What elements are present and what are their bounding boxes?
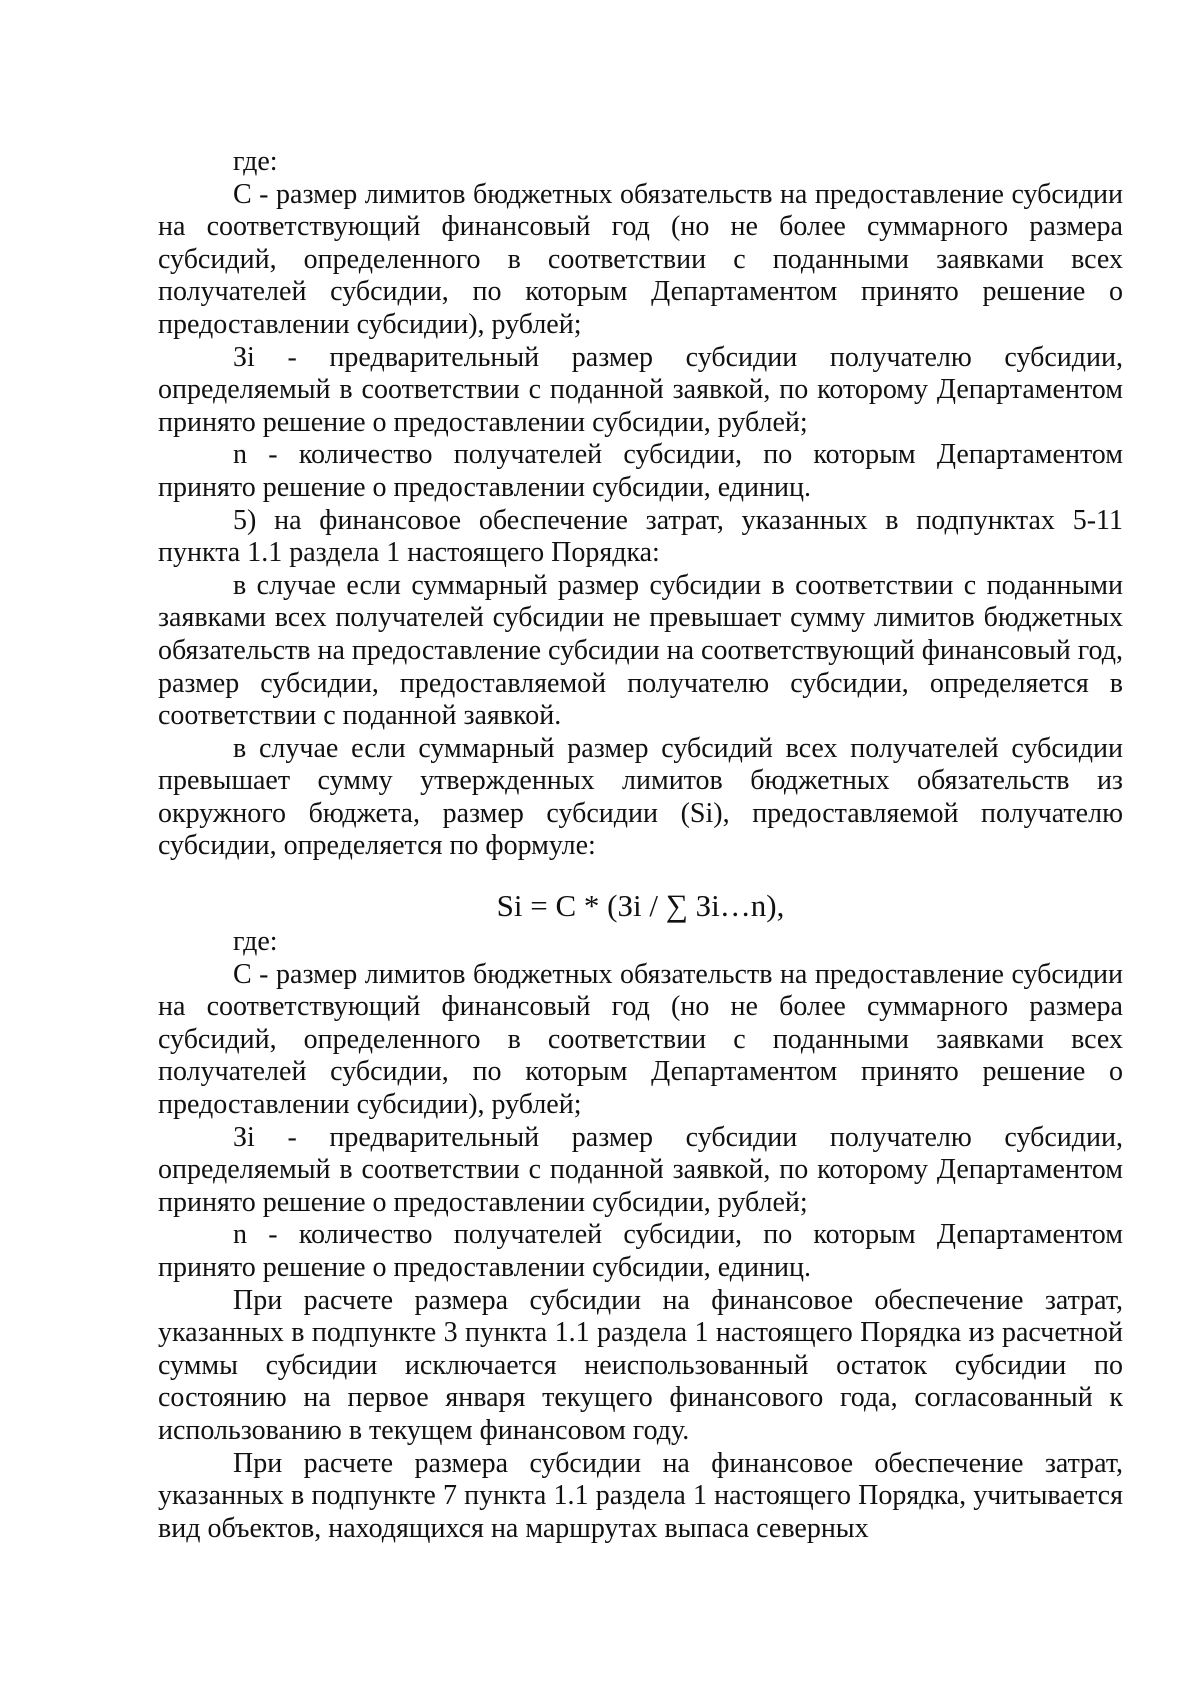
paragraph-where-2: где: bbox=[233, 926, 278, 958]
paragraph-where-1: где: bbox=[233, 146, 278, 177]
paragraph-calculation-item-3: При расчете размера субсидии на финансовое обеспечение затрат, указанных в подпункте 3 пункта 1.1 раздела 1 настоящего Порядка из расчетной суммы субсидии исключается неиспользованный остаток субсидии по состоянию на первое января текущего финансового года, согласованный к использованию в текущем финансовом году. bbox=[158, 1284, 1123, 1446]
paragraph-case-exceed: в случае если суммарный размер субсидий всех получателей субсидии превышает сумму утвержденных лимитов бюджетных обязательств из окружного бюджета, размер субсидии (Si), предоставляемой получателю субсидии, определяется по формуле: bbox=[158, 732, 1123, 862]
paragraph-definition-zi-1: Зi - предварительный размер субсидии получателю субсидии, определяемый в соответствии с поданной заявкой, по которому Департаментом принято решение о предоставлении субсидии, рублей; bbox=[158, 341, 1123, 438]
paragraph-definition-c-2: С - размер лимитов бюджетных обязательств на предоставление субсидии на соответствующий финансовый год (но не более суммарного размера субсидий, определенного в соответствии с поданными заявками всех получателей субсидии, по которым Департаментом принято решение о предоставлении субсидии), рублей; bbox=[158, 958, 1123, 1121]
paragraph-definition-c-1: С - размер лимитов бюджетных обязательств на предоставление субсидии на соответствующий финансовый год (но не более суммарного размера субсидий, определенного в соответствии с поданными заявками всех получателей субсидии, по которым Департаментом принято решение о предоставлении субсидии), рублей; bbox=[158, 178, 1123, 340]
paragraph-calculation-item-7: При расчете размера субсидии на финансовое обеспечение затрат, указанных в подпункте 7 пункта 1.1 раздела 1 настоящего Порядка, учитывается вид объектов, находящихся на маршрутах выпаса северных bbox=[158, 1447, 1123, 1544]
paragraph-case-not-exceed: в случае если суммарный размер субсидии в соответствии с поданными заявками всех получателей субсидии не превышает сумму лимитов бюджетных обязательств на предоставление субсидии на соответствующий финансовый год, размер субсидии, предоставляемой получателю субсидии, определяется в соответствии с поданной заявкой. bbox=[158, 569, 1123, 732]
paragraph-definition-zi-2: Зi - предварительный размер субсидии получателю субсидии, определяемый в соответствии с поданной заявкой, по которому Департаментом принято решение о предоставлении субсидии, рублей; bbox=[158, 1121, 1123, 1218]
paragraph-item-5: 5) на финансовое обеспечение затрат, указанных в подпунктах 5-11 пункта 1.1 раздела 1 настоящего Порядка: bbox=[158, 504, 1123, 569]
document-body bbox=[158, 146, 1123, 1545]
subsidy-formula: Si = С * (Зi / ∑ Зi…n), bbox=[496, 888, 785, 924]
paragraph-definition-n-1: n - количество получателей субсидии, по которым Департаментом принято решение о предоставлении субсидии, единиц. bbox=[158, 439, 1123, 503]
paragraph-definition-n-2: n - количество получателей субсидии, по которым Департаментом принято решение о предоставлении субсидии, единиц. bbox=[158, 1219, 1123, 1283]
